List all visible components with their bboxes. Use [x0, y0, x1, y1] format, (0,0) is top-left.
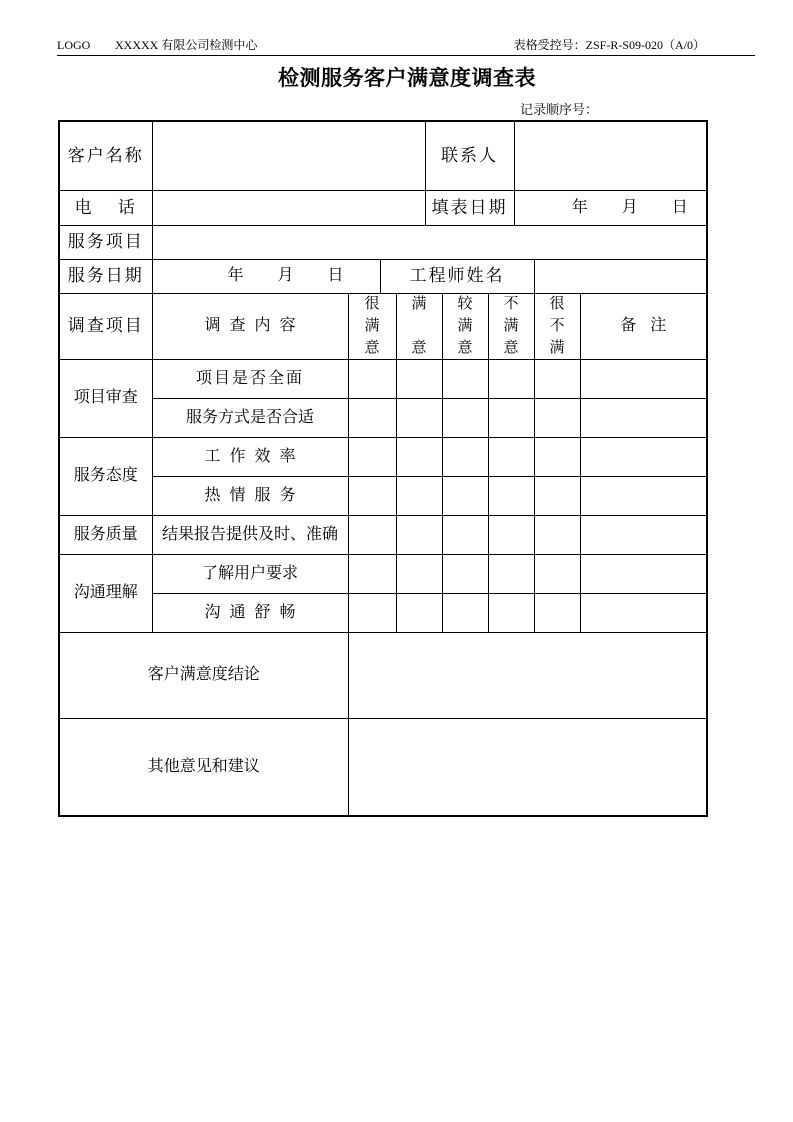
rating-cell-very-dissatisfied[interactable]: [534, 398, 580, 437]
rating-cell-very-satisfied[interactable]: [348, 437, 396, 476]
rating-header-char: 满: [503, 318, 519, 334]
rating-header-fairly-satisfied-label: [443, 296, 488, 356]
fill-date-field[interactable]: 年 月 日: [514, 190, 707, 225]
rating-header-char: 很: [364, 296, 380, 312]
customer-name-label: 客户名称: [59, 121, 152, 190]
rating-header-char: 很: [549, 296, 565, 312]
conclusion-label: 客户满意度结论: [59, 632, 348, 718]
survey-content-header: 调 查 内 容: [152, 293, 348, 359]
service-date-label: 服务日期: [59, 259, 152, 293]
survey-item: 项目是否全面: [152, 359, 348, 398]
remark-cell[interactable]: [580, 554, 707, 593]
rating-cell-very-satisfied[interactable]: [348, 515, 396, 554]
survey-row: [59, 476, 707, 515]
rating-header-satisfied: [396, 293, 442, 359]
suggestions-field[interactable]: [348, 718, 707, 816]
header-divider: [57, 55, 755, 56]
page-title: 检测服务客户满意度调查表: [278, 66, 536, 90]
survey-item: 工 作 效 率: [152, 437, 348, 476]
remark-cell[interactable]: [580, 593, 707, 632]
rating-cell-very-dissatisfied[interactable]: [534, 554, 580, 593]
survey-row: [59, 359, 707, 398]
row-conclusion: [59, 632, 707, 718]
remark-header: 备 注: [580, 293, 707, 359]
remark-cell[interactable]: [580, 437, 707, 476]
rating-cell-satisfied[interactable]: [396, 476, 442, 515]
rating-header-dissatisfied-label: [489, 296, 534, 356]
survey-item: 服务方式是否合适: [152, 398, 348, 437]
service-item-field[interactable]: [152, 225, 707, 259]
rating-header-fairly-satisfied: [442, 293, 488, 359]
rating-header-char: 意: [411, 340, 427, 356]
phone-label: 电 话: [59, 190, 152, 225]
rating-cell-satisfied[interactable]: [396, 359, 442, 398]
company-name: XXXXX 有限公司检测中心: [115, 38, 258, 52]
category-project-review: 项目审查: [59, 359, 152, 437]
rating-header-char: 满: [364, 318, 380, 334]
phone-field[interactable]: [152, 190, 425, 225]
rating-cell-dissatisfied[interactable]: [488, 515, 534, 554]
rating-header-very-satisfied: [348, 293, 396, 359]
rating-cell-dissatisfied[interactable]: [488, 593, 534, 632]
survey-item: 结果报告提供及时、准确: [152, 515, 348, 554]
rating-cell-dissatisfied[interactable]: [488, 554, 534, 593]
suggestions-label: 其他意见和建议: [59, 718, 348, 816]
row-customer: [59, 121, 707, 190]
contact-field[interactable]: [514, 121, 707, 190]
survey-item: 了解用户要求: [152, 554, 348, 593]
row-survey-header: [59, 293, 707, 359]
category-service-attitude: 服务态度: [59, 437, 152, 515]
engineer-name-label: 工程师姓名: [380, 259, 534, 293]
remark-cell[interactable]: [580, 476, 707, 515]
rating-cell-satisfied[interactable]: [396, 554, 442, 593]
rating-header-char: 满: [549, 340, 565, 356]
rating-header-char: 满: [457, 318, 473, 334]
row-service-date: [59, 259, 707, 293]
record-number-label: 记录顺序号：: [520, 102, 599, 117]
rating-header-char: 不: [503, 296, 519, 312]
category-communication: 沟通理解: [59, 554, 152, 632]
rating-cell-fairly-satisfied[interactable]: [442, 554, 488, 593]
rating-cell-very-satisfied[interactable]: [348, 398, 396, 437]
rating-header-char: 意: [503, 340, 519, 356]
survey-row: [59, 554, 707, 593]
survey-table-body: [59, 121, 707, 816]
rating-cell-dissatisfied[interactable]: [488, 398, 534, 437]
rating-cell-fairly-satisfied[interactable]: [442, 515, 488, 554]
rating-cell-dissatisfied[interactable]: [488, 476, 534, 515]
rating-cell-very-satisfied[interactable]: [348, 359, 396, 398]
rating-header-satisfied-label: [397, 296, 442, 356]
rating-cell-very-dissatisfied[interactable]: [534, 359, 580, 398]
rating-cell-very-satisfied[interactable]: [348, 476, 396, 515]
rating-cell-dissatisfied[interactable]: [488, 359, 534, 398]
rating-header-char: 较: [457, 296, 473, 312]
rating-cell-very-satisfied[interactable]: [348, 554, 396, 593]
row-phone: [59, 190, 707, 225]
survey-row: [59, 398, 707, 437]
rating-cell-very-dissatisfied[interactable]: [534, 515, 580, 554]
survey-item-header: 调查项目: [59, 293, 152, 359]
rating-header-dissatisfied: [488, 293, 534, 359]
rating-header-char: 意: [457, 340, 473, 356]
service-item-label: 服务项目: [59, 225, 152, 259]
row-suggestions: [59, 718, 707, 816]
rating-cell-satisfied[interactable]: [396, 593, 442, 632]
customer-name-field[interactable]: [152, 121, 425, 190]
category-service-quality: 服务质量: [59, 515, 152, 554]
survey-table: [58, 120, 708, 817]
rating-cell-fairly-satisfied[interactable]: [442, 398, 488, 437]
conclusion-field[interactable]: [348, 632, 707, 718]
rating-header-char: 不: [549, 318, 565, 334]
remark-cell[interactable]: [580, 398, 707, 437]
remark-cell[interactable]: [580, 359, 707, 398]
fill-date-label: 填表日期: [425, 190, 514, 225]
survey-item: 热 情 服 务: [152, 476, 348, 515]
rating-header-very-dissatisfied-label: [535, 296, 580, 356]
rating-cell-fairly-satisfied[interactable]: [442, 359, 488, 398]
form-control-number: 表格受控号：ZSF-R-S09-020（A/0）: [513, 38, 705, 52]
remark-cell[interactable]: [580, 515, 707, 554]
engineer-name-field[interactable]: [534, 259, 707, 293]
rating-cell-satisfied[interactable]: [396, 398, 442, 437]
rating-cell-very-dissatisfied[interactable]: [534, 476, 580, 515]
rating-header-very-dissatisfied: [534, 293, 580, 359]
survey-row: [59, 437, 707, 476]
rating-cell-fairly-satisfied[interactable]: [442, 593, 488, 632]
rating-header-very-satisfied-label: [349, 296, 396, 356]
row-service-item: [59, 225, 707, 259]
rating-cell-very-dissatisfied[interactable]: [534, 437, 580, 476]
rating-cell-satisfied[interactable]: [396, 515, 442, 554]
rating-cell-dissatisfied[interactable]: [488, 437, 534, 476]
rating-header-char: 意: [364, 340, 380, 356]
rating-header-char: 满: [411, 296, 427, 312]
rating-cell-very-satisfied[interactable]: [348, 593, 396, 632]
service-date-field[interactable]: 年 月 日: [152, 259, 380, 293]
rating-cell-satisfied[interactable]: [396, 437, 442, 476]
survey-item: 沟 通 舒 畅: [152, 593, 348, 632]
rating-cell-very-dissatisfied[interactable]: [534, 593, 580, 632]
contact-label: 联系人: [425, 121, 514, 190]
logo-text: LOGO: [57, 38, 91, 52]
survey-row: [59, 515, 707, 554]
rating-cell-fairly-satisfied[interactable]: [442, 437, 488, 476]
rating-cell-fairly-satisfied[interactable]: [442, 476, 488, 515]
survey-row: [59, 593, 707, 632]
